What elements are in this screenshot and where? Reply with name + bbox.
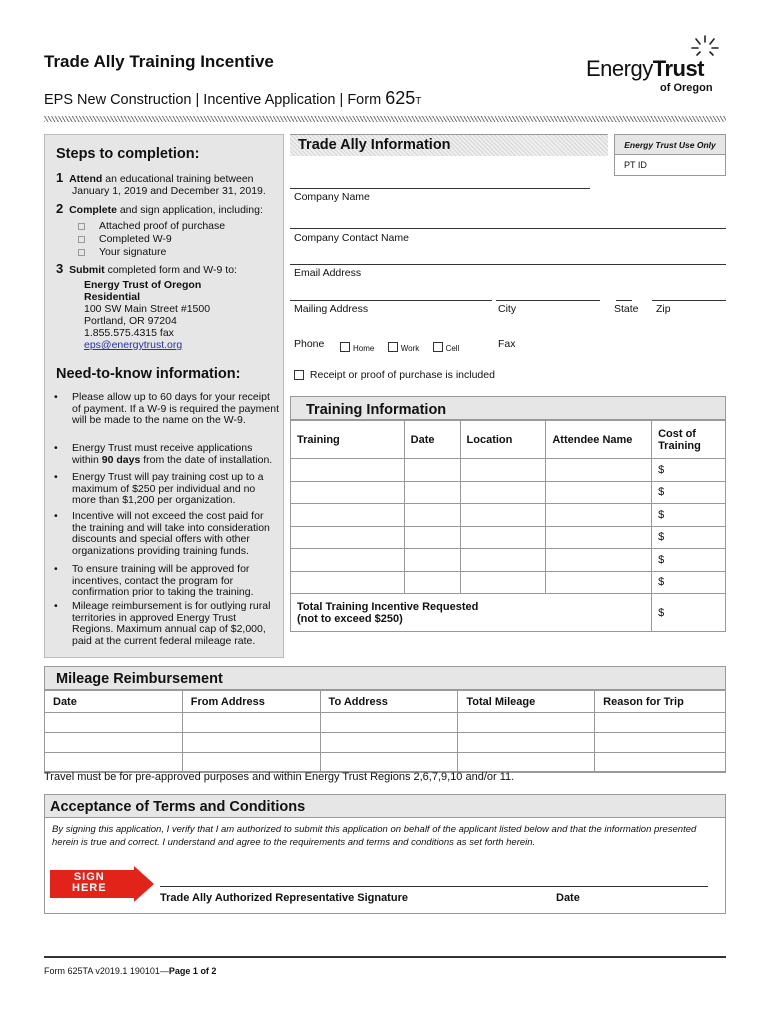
bullet-text: Energy Trust must receive applications within — [72, 442, 253, 466]
city-field[interactable] — [496, 300, 600, 301]
phone-type-options — [340, 338, 459, 356]
email-label: Email Address — [294, 267, 362, 279]
form-subtitle — [44, 88, 421, 109]
checklist-item — [78, 246, 166, 259]
org-street: 100 SW Main Street #1500 — [84, 303, 211, 315]
column-header: Location — [460, 421, 546, 459]
acceptance-heading: Acceptance of Terms and Conditions — [50, 799, 306, 815]
table-cell[interactable] — [546, 526, 652, 549]
cost-cell[interactable]: $ — [652, 459, 726, 482]
info-bullet: • Mileage reimbursement is for outlying rural territories in approved Energy Trust Regions. Maximum annual cap of $2,000, paid at the current federal mileage rate. — [72, 601, 280, 647]
steps-heading: Steps to completion: — [56, 146, 200, 162]
fax-label: Fax — [498, 338, 516, 350]
table-cell[interactable] — [320, 753, 458, 773]
bullet-text: from the date of installation. — [140, 453, 273, 466]
table-cell[interactable] — [546, 571, 652, 594]
cost-cell[interactable]: $ — [652, 526, 726, 549]
trade-ally-heading: Trade Ally Information — [298, 137, 451, 153]
table-cell[interactable] — [45, 733, 183, 753]
table-row — [291, 481, 726, 504]
org-fax: 1.855.575.4315 fax — [84, 327, 174, 339]
state-label: State — [614, 303, 639, 315]
step-3-number: 3 — [56, 261, 64, 276]
table-cell[interactable] — [291, 459, 405, 482]
table-row — [291, 459, 726, 482]
info-bullet: • Energy Trust will pay training cost up to a maximum of $250 per individual and no more than $1,200 per organization. — [72, 472, 280, 507]
table-cell[interactable] — [595, 753, 726, 773]
step-2-number: 2 — [56, 201, 64, 216]
mailing-address-label: Mailing Address — [294, 303, 369, 315]
step-2-bold: Complete — [69, 204, 117, 216]
step-1-text: an educational training between — [102, 173, 254, 185]
company-contact-field[interactable] — [290, 228, 726, 229]
table-cell[interactable] — [404, 526, 460, 549]
step-1-number: 1 — [56, 170, 64, 185]
form-number: 625 — [385, 88, 416, 108]
total-row — [291, 594, 726, 632]
table-cell[interactable] — [404, 549, 460, 572]
step-1 — [56, 172, 254, 186]
table-row — [291, 504, 726, 527]
receipt-label: Receipt or proof of purchase is included — [309, 369, 495, 381]
org-city: Portland, OR 97204 — [84, 315, 177, 327]
checkbox-icon — [78, 223, 85, 230]
city-label: City — [498, 303, 517, 315]
table-cell[interactable] — [291, 504, 405, 527]
table-cell[interactable] — [404, 571, 460, 594]
column-header: To Address — [320, 691, 458, 713]
step-2-text: and sign application, including: — [116, 204, 263, 216]
company-name-field[interactable] — [290, 188, 590, 189]
table-cell[interactable] — [291, 481, 405, 504]
email-field[interactable] — [290, 264, 726, 265]
table-row — [45, 753, 726, 773]
table-cell[interactable] — [546, 459, 652, 482]
table-row — [291, 571, 726, 594]
signature-label: Trade Ally Authorized Representative Signature — [160, 892, 408, 904]
sign-word: SIGN — [73, 871, 105, 883]
table-cell[interactable] — [460, 481, 546, 504]
total-cost-cell[interactable]: $ — [652, 594, 726, 632]
cost-cell[interactable]: $ — [652, 571, 726, 594]
cost-cell[interactable]: $ — [652, 549, 726, 572]
mileage-table — [44, 690, 726, 773]
date-label: Date — [556, 892, 580, 904]
sunburst-icon — [690, 34, 720, 58]
here-word: HERE — [72, 882, 107, 894]
state-field[interactable] — [616, 300, 632, 301]
logo-wordmark — [586, 56, 704, 82]
need-to-know-heading: Need-to-know information: — [56, 366, 241, 382]
step-1-bold: Attend — [69, 173, 103, 185]
logo-trust: Trust — [652, 56, 705, 81]
table-cell[interactable] — [458, 753, 595, 773]
total-label — [291, 594, 652, 632]
table-row — [291, 526, 726, 549]
table-cell[interactable] — [182, 753, 320, 773]
total-label-line-2: (not to exceed $250) — [297, 612, 403, 625]
column-header: From Address — [182, 691, 320, 713]
sign-here-arrow — [50, 866, 154, 902]
table-cell[interactable] — [291, 549, 405, 572]
home-checkbox[interactable] — [340, 342, 350, 352]
table-cell[interactable] — [404, 504, 460, 527]
table-cell[interactable] — [45, 753, 183, 773]
phone-label: Phone — [294, 338, 325, 350]
step-3-text: completed form and W-9 to: — [104, 264, 237, 276]
checklist-label: Completed W-9 — [99, 233, 172, 245]
column-header: Cost of Training — [652, 421, 726, 459]
info-bullet — [72, 443, 280, 466]
receipt-option — [294, 369, 495, 381]
logo-energy: Energy — [586, 56, 653, 81]
checklist-label: Your signature — [99, 246, 167, 258]
total-label-line-1: Total Training Incentive Requested — [297, 600, 479, 613]
form-suffix: T — [415, 96, 422, 107]
sign-here-text — [72, 872, 107, 894]
work-checkbox[interactable] — [388, 342, 398, 352]
email-link[interactable]: eps@energytrust.org — [84, 339, 183, 351]
table-cell[interactable] — [45, 713, 183, 733]
table-cell[interactable] — [458, 713, 595, 733]
checkbox-icon — [78, 236, 85, 243]
company-name-label: Company Name — [294, 191, 370, 203]
subtitle-text: EPS New Construction | Incentive Application | Form — [44, 92, 386, 108]
table-row — [45, 733, 726, 753]
home-label: Home — [353, 344, 375, 353]
work-label: Work — [400, 344, 420, 353]
org-division: Residential — [84, 291, 141, 303]
training-heading: Training Information — [306, 402, 447, 418]
table-cell[interactable] — [460, 526, 546, 549]
table-cell[interactable] — [595, 733, 726, 753]
table-cell[interactable] — [460, 549, 546, 572]
org-name: Energy Trust of Oregon — [84, 279, 202, 291]
table-cell[interactable] — [546, 504, 652, 527]
signature-field[interactable] — [160, 886, 708, 887]
table-cell[interactable] — [182, 733, 320, 753]
info-bullet: • To ensure training will be approved for incentives, contact the program for confirmation prior to taking the training. — [72, 564, 280, 599]
column-header: Total Mileage — [458, 691, 595, 713]
cell-label: Cell — [445, 344, 460, 353]
column-header: Date — [404, 421, 460, 459]
column-header: Date — [45, 691, 183, 713]
company-contact-label: Company Contact Name — [294, 232, 409, 244]
footer-divider — [44, 956, 726, 958]
table-cell[interactable] — [546, 549, 652, 572]
energy-trust-logo — [586, 34, 726, 100]
page-number: Page 1 of 2 — [168, 966, 217, 976]
table-cell[interactable] — [546, 481, 652, 504]
mailing-address-field[interactable] — [290, 300, 492, 301]
cell-checkbox[interactable] — [433, 342, 443, 352]
bullet-bold: 90 days — [101, 453, 141, 466]
column-header: Training — [291, 421, 405, 459]
table-cell[interactable] — [404, 459, 460, 482]
table-cell[interactable] — [460, 571, 546, 594]
info-bullet: • Please allow up to 60 days for your receipt of payment. If a W-9 is required the payment will be made to the name on the W-9. — [72, 392, 280, 427]
mileage-heading: Mileage Reimbursement — [56, 671, 223, 687]
table-cell[interactable] — [595, 713, 726, 733]
checklist-item — [78, 233, 172, 246]
table-header-row — [45, 691, 726, 713]
table-header-row — [291, 421, 726, 459]
checklist-item — [78, 220, 225, 233]
table-cell[interactable] — [460, 459, 546, 482]
table-cell[interactable] — [404, 481, 460, 504]
pt-id-label: PT ID — [624, 160, 647, 170]
step-3 — [56, 263, 237, 277]
column-header: Attendee Name — [546, 421, 652, 459]
energy-trust-use-label: Energy Trust Use Only — [614, 134, 726, 155]
cost-cell[interactable]: $ — [652, 481, 726, 504]
table-cell[interactable] — [291, 571, 405, 594]
table-cell[interactable] — [291, 526, 405, 549]
table-cell[interactable] — [320, 713, 458, 733]
receipt-checkbox[interactable] — [294, 370, 304, 380]
logo-of-oregon: of Oregon — [660, 82, 713, 94]
table-cell[interactable] — [458, 733, 595, 753]
table-cell[interactable] — [460, 504, 546, 527]
footer-text — [44, 966, 216, 976]
cost-cell[interactable]: $ — [652, 504, 726, 527]
table-row — [45, 713, 726, 733]
footer-form-id: Form 625TA v2019.1 190101— — [44, 966, 169, 976]
mailing-address-block — [84, 279, 210, 351]
table-row — [291, 549, 726, 572]
training-table — [290, 420, 726, 632]
step-2 — [56, 203, 263, 217]
travel-note: Travel must be for pre-approved purposes and within Energy Trust Regions 2,6,7,9,10 and/or 11. — [44, 771, 515, 783]
checkbox-icon — [78, 249, 85, 256]
column-header: Reason for Trip — [595, 691, 726, 713]
zip-label: Zip — [656, 303, 671, 315]
info-bullet: • Incentive will not exceed the cost paid for the training and will take into consideration discounts and special offers with other organizations providing training funds. — [72, 511, 280, 557]
table-cell[interactable] — [182, 713, 320, 733]
step-3-bold: Submit — [69, 264, 105, 276]
zip-field[interactable] — [652, 300, 726, 301]
table-cell[interactable] — [320, 733, 458, 753]
acceptance-text: By signing this application, I verify that I am authorized to submit this application on behalf of the applicant listed below and that the information presented herein is true and correct. I understand and agree to the requirements and terms and conditions as set forth herein. — [52, 824, 697, 848]
checklist-label: Attached proof of purchase — [99, 220, 226, 232]
header-divider — [44, 116, 726, 122]
step-1-text-2: January 1, 2019 and December 31, 2019. — [72, 185, 266, 197]
form-title: Trade Ally Training Incentive — [44, 52, 274, 71]
